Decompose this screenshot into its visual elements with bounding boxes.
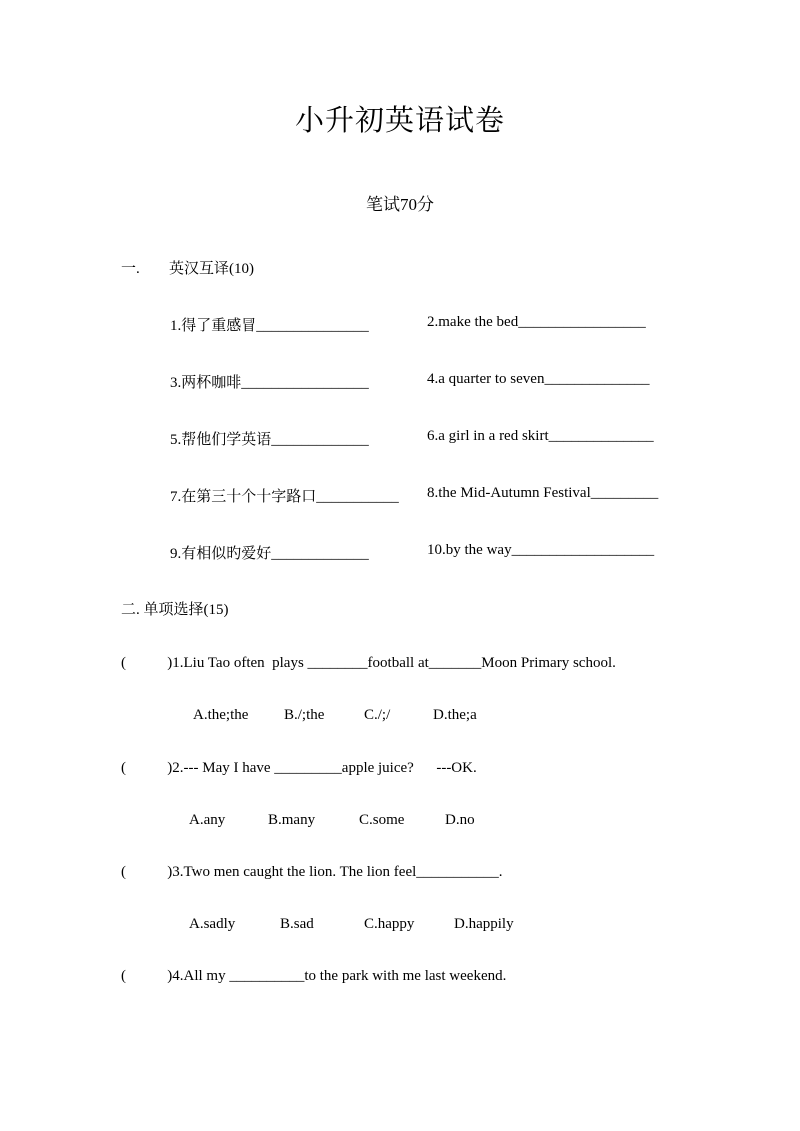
section1-number: 一. — [121, 261, 140, 277]
answer-option: D.no — [445, 812, 475, 828]
answer-option: B.sad — [280, 916, 314, 932]
page-title: 小升初英语试卷 — [294, 105, 505, 137]
answer-option: C.some — [359, 812, 405, 828]
translation-item: 3.两杯咖啡_________________ — [170, 375, 369, 391]
translation-item: 6.a girl in a red skirt______________ — [427, 428, 654, 444]
answer-option: A.the;the — [193, 707, 249, 723]
page-subtitle: 笔试70分 — [366, 195, 434, 214]
translation-item: 8.the Mid-Autumn Festival_________ — [427, 485, 659, 501]
answer-option: D.the;a — [433, 707, 477, 723]
translation-item: 9.有相似旳爱好_____________ — [170, 546, 369, 562]
translation-item: 2.make the bed_________________ — [427, 314, 646, 330]
translation-item: 1.得了重感冒_______________ — [170, 318, 369, 334]
translation-item: 10.by the way___________________ — [427, 542, 655, 558]
question-stem: ( )2.--- May I have _________apple juice? ---OK. — [121, 760, 477, 776]
answer-option: C.happy — [364, 916, 415, 932]
translation-item: 7.在第三十个十字路口___________ — [170, 489, 399, 505]
section2-heading: 二. 单项选择(15) — [121, 602, 229, 618]
answer-option: B./;the — [284, 707, 325, 723]
answer-option: A.any — [189, 812, 226, 828]
translation-item: 5.帮他们学英语_____________ — [170, 432, 369, 448]
question-stem: ( )1.Liu Tao often plays ________football at_______Moon Primary school. — [121, 655, 616, 671]
translation-item: 4.a quarter to seven______________ — [427, 371, 650, 387]
section1-heading: 英汉互译(10) — [169, 261, 254, 277]
answer-option: C./;/ — [364, 707, 391, 723]
answer-option: B.many — [268, 812, 316, 828]
question-stem: ( )4.All my __________to the park with me last weekend. — [121, 968, 507, 984]
answer-option: D.happily — [454, 916, 514, 932]
answer-option: A.sadly — [189, 916, 236, 932]
question-stem: ( )3.Two men caught the lion. The lion feel___________. — [121, 864, 503, 880]
